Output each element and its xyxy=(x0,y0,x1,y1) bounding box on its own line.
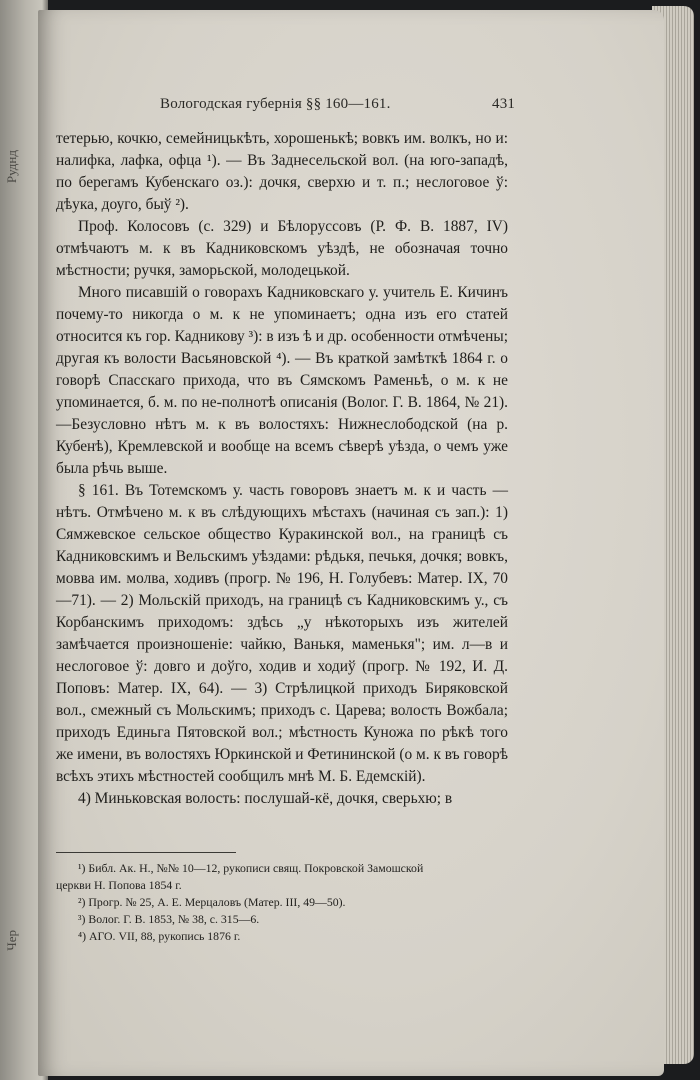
footnotes xyxy=(56,860,518,945)
facing-page-text-fragment: Чер xyxy=(4,930,19,951)
page-body xyxy=(56,128,508,810)
footnote-rule xyxy=(56,852,236,853)
footnote: ¹) Библ. Ак. Н., №№ 10—12, рукописи свящ. Покровской Замошской xyxy=(78,861,424,875)
footnote: ⁴) АГО. VII, 88, рукопись 1876 г. xyxy=(78,929,241,943)
paragraph: 4) Миньковская волость: послушай-кё, дочкя, сверьхю; в xyxy=(78,790,453,807)
book-page xyxy=(38,10,664,1076)
footnote: ³) Волог. Г. В. 1853, № 38, с. 315—6. xyxy=(78,912,260,926)
paragraph: Много писавшій о говорахъ Кадниковскаго у. учитель Е. Кичинъ почему-то никогда о м. к не упоминаетъ; одна изъ его статей относится къ гор. Кадникову ³): в изъ ѣ и др. особенности отмѣчены; другая къ волости Васьяновской ⁴). — Въ краткой замѣткѣ 1864 г. о говорѣ Спасскаго прихода, что въ Сямскомъ Раменьѣ, о м. к не упоминается, б. м. по не-полнотѣ описанія (Волог. Г. В. 1864, № 21).—Безусловно нѣтъ м. к въ волостяхъ: Нижнеслободской (на р. Кубенѣ), Кремлевской и вообще на всемъ сѣверѣ уѣзда, о чемъ уже была рѣчь выше. xyxy=(56,284,508,477)
footnote: ²) Прогр. № 25, А. Е. Мерцаловъ (Матер. III, 49—50). xyxy=(78,895,346,909)
page-number: 431 xyxy=(492,96,516,112)
facing-page-text-fragment: Руднд xyxy=(4,150,19,184)
paragraph-section-161: § 161. Въ Тотемскомъ у. часть говоровъ знаетъ м. к и часть — нѣтъ. Отмѣчено м. к въ слѣдующихъ мѣстахъ (начиная съ зап.): 1) Сямжевское сельское общество Куракинской вол., на границѣ съ Кадниковскимъ и Вельскимъ уѣздами: рѣдькя, печькя, дочкя; вовкъ, мовва им. молва, ходивъ (прогр. № 196, Н. Голубевъ: Матер. IX, 70—71). — 2) Мольскій приходъ, на границѣ съ Кадниковскимъ у., съ Корбанскимъ приходомъ: здѣсь „у нѣкоторыхъ изъ жителей замѣчается произношеніе: чайкю, Ванькя, маменькя"; им. л—в и неслоговое ў: довго и доўго, ходив и ходиў (прогр. № 192, И. Д. Поповъ: Матер. IX, 64). — 3) Стрѣлицкой приходъ Биряковской вол., смежный съ Мольскимъ; приходъ с. Царева; волость Вожбала; приходъ Единьга Пятовской вол.; мѣстность Куножа по рѣкѣ того же имени, въ волостяхъ Юркинской и Фетининской (о м. к въ говорѣ всѣхъ этихъ мѣстностей сообщилъ мнѣ М. Б. Едемскій). xyxy=(56,482,509,785)
running-title: Вологодская губернія §§ 160—161. xyxy=(160,96,391,112)
paragraph: Проф. Колосовъ (с. 329) и Бѣлоруссовъ (Р. Ф. В. 1887, IV) отмѣчаютъ м. к въ Кадниковскомъ уѣздѣ, не обозначая точно мѣстности; ручкя, заморьской, молодецькой. xyxy=(56,218,508,279)
footnote-continuation: церкви Н. Попова 1854 г. xyxy=(56,878,182,892)
paragraph: тетерью, кочкю, семейницькѣть, хорошенькѣ; вовкъ им. волкъ, но и: налифка, лафка, офца ¹). — Въ Заднесельской вол. (на юго-западѣ, по берегамъ Кубенскаго оз.): дочкя, сверхю и т. п.; неслоговое ў: дѣука, доуго, быў ²). xyxy=(56,130,508,213)
